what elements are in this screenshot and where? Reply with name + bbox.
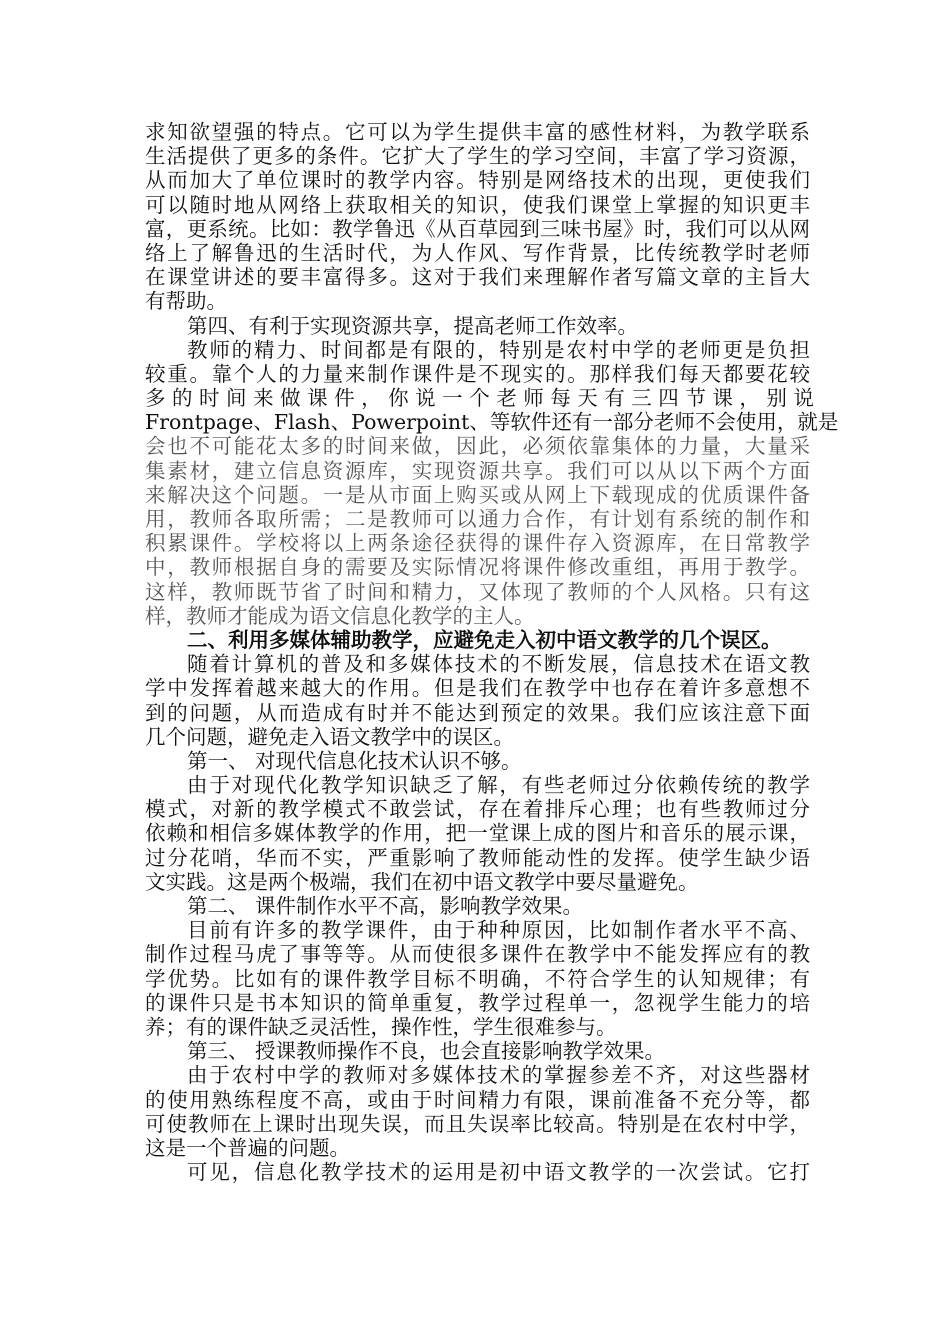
text-line: 随着计算机的普及和多媒体技术的不断发展，信息技术在语文教 (187, 652, 810, 677)
text-line: 这样，教师既节省了时间和精力，又体现了教师的个人风格。只有这 (145, 579, 810, 604)
text-line: 较重。靠个人的力量来制作课件是不现实的。那样我们每天都要花较 (145, 361, 810, 386)
text-line: 从而加大了单位课时的教学内容。特别是网络技术的出现，更使我们 (145, 168, 810, 193)
text-line: 过分花哨，华而不实，严重影响了教师能动性的发挥。使学生缺少语 (145, 845, 810, 870)
section-heading: 二、利用多媒体辅助教学，应避免走入初中语文教学的几个误区。 (187, 627, 782, 652)
text-line: 的课件只是书本知识的简单重复，教学过程单一，忽视学生能力的培 (145, 990, 810, 1015)
text-line: 养；有的课件缺乏灵活性，操作性，学生很难参与。 (145, 1014, 617, 1039)
text-line: 由于农村中学的教师对多媒体技术的掌握参差不齐，对这些器材 (187, 1063, 810, 1088)
text-line: 第一、 对现代信息化技术认识不够。 (187, 748, 522, 773)
text-line: 第三、 授课教师操作不良，也会直接影响教学效果。 (187, 1039, 666, 1064)
text-line: 富，更系统。比如：教学鲁迅《从百草园到三味书屋》时，我们可以从网 (145, 216, 810, 241)
text-line: 第二、 课件制作水平不高，影响教学效果。 (187, 894, 584, 918)
text-line: 学中发挥着越来越大的作用。但是我们在教学中也存在着许多意想不 (145, 676, 810, 701)
text-line: 积累课件。学校将以上两条途径获得的课件存入资源库，在日常教学 (145, 531, 810, 556)
text-line: 多 的 时 间 来 做 课 件 ， 你 说 一 个 老 师 每 天 有 三 四 节 课 ， 别 说 (145, 386, 814, 411)
text-line: 由于对现代化教学知识缺乏了解，有些老师过分依赖传统的教学 (187, 773, 810, 798)
text-line: 在课堂讲述的要丰富得多。这对于我们来理解作者写篇文章的主旨大 (145, 265, 810, 290)
text-line: 样，教师才能成为语文信息化教学的主人。 (145, 603, 535, 628)
text-line: 学优势。比如有的课件教学目标不明确，不符合学生的认知规律；有 (145, 966, 810, 991)
text-line: 来解决这个问题。一是从市面上购买或从网上下载现成的优质课件备 (145, 482, 810, 507)
text-line: 几个问题，避免走入语文教学中的误区。 (145, 724, 514, 749)
text-line: 有帮助。 (145, 289, 227, 314)
text-line: 中，教师根据自身的需要及实际情况将课件修改重组，再用于教学。 (145, 555, 810, 580)
text-line: 到的问题，从而造成有时并不能达到预定的效果。我们应该注意下面 (145, 700, 810, 725)
text-line: 集素材，建立信息资源库，实现资源共享。我们可以从以下两个方面 (145, 458, 810, 483)
text-line: 生活提供了更多的条件。它扩大了学生的学习空间，丰富了学习资源， (145, 144, 810, 169)
text-line: 络上了解鲁迅的生活时代，为人作风、写作背景，比传统教学时老师 (145, 240, 810, 265)
text-line: Frontpage、Flash、Powerpoint、等软件还有一部分老师不会使用，就是 (145, 410, 839, 435)
document-body (145, 120, 839, 1185)
text-line: 可以随时地从网络上获取相关的知识，使我们课堂上掌握的知识更丰 (145, 192, 810, 217)
text-line: 用，教师各取所需；二是教师可以通力合作，有计划有系统的制作和 (145, 507, 810, 531)
text-line: 求知欲望强的特点。它可以为学生提供丰富的感性材料，为教学联系 (145, 120, 810, 144)
text-line: 这是一个普遍的问题。 (145, 1135, 350, 1160)
text-line: 的使用熟练程度不高，或由于时间精力有限，课前准备不充分等，都 (145, 1087, 810, 1112)
text-line: 模式，对新的教学模式不敢尝试，存在着排斥心理；也有些教师过分 (145, 797, 810, 822)
text-line: 制作过程马虎了事等等。从而使很多课件在教学中不能发挥应有的教 (145, 942, 810, 967)
text-line: 第四、有利于实现资源共享，提高老师工作效率。 (187, 313, 638, 338)
text-line: 文实践。这是两个极端，我们在初中语文教学中要尽量避免。 (145, 869, 699, 894)
text-line: 可见，信息化教学技术的运用是初中语文教学的一次尝试。它打 (187, 1160, 810, 1185)
text-line: 目前有许多的教学课件，由于种种原因，比如制作者水平不高、 (187, 918, 810, 943)
text-line: 可使教师在上课时出现失误，而且失误率比较高。特别是在农村中学， (145, 1111, 810, 1136)
text-line: 教师的精力、时间都是有限的，特别是农村中学的老师更是负担 (187, 337, 810, 362)
text-line: 会也不可能花太多的时间来做，因此，必须依靠集体的力量，大量采 (145, 434, 810, 459)
text-line: 依赖和相信多媒体教学的作用，把一堂课上成的图片和音乐的展示课， (145, 821, 810, 846)
